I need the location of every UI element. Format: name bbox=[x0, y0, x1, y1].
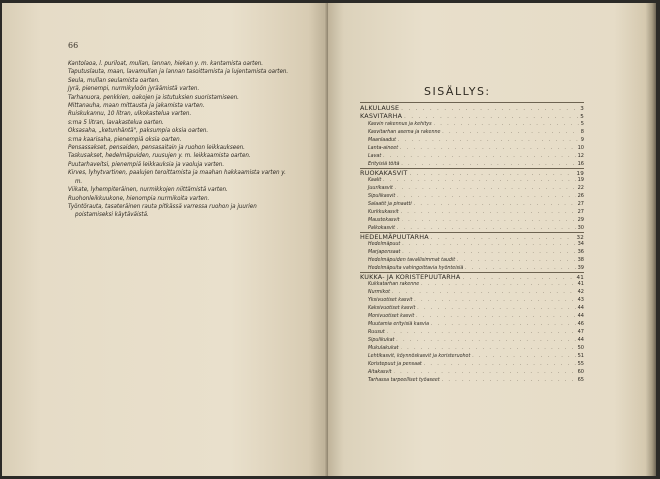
toc-leader-dots bbox=[417, 304, 575, 312]
toc-page-number: 44 bbox=[577, 337, 584, 343]
toc-leader-dots bbox=[414, 200, 576, 208]
tool-list-item: Taskusakset, hedelmäpuiden, ruusujen y. m. leikkaamista oarten. bbox=[68, 152, 251, 160]
toc-page-number: 47 bbox=[577, 329, 584, 335]
toc-leader-dots bbox=[387, 328, 576, 336]
toc-leader-dots bbox=[457, 256, 575, 264]
tool-list-item: s:ma kaarisaha, pienempiä oksia oarten. bbox=[68, 135, 182, 143]
toc-page-number: 32 bbox=[576, 235, 584, 241]
toc-page-number: 42 bbox=[577, 289, 584, 295]
toc-leader-dots bbox=[383, 176, 575, 184]
toc-page-number: 5 bbox=[580, 114, 584, 120]
toc-page-number: 46 bbox=[577, 321, 584, 327]
toc-leader-dots bbox=[442, 376, 576, 384]
tool-list-item: Ruohonleikkuukone, hienompia nurmikoita varten. bbox=[68, 194, 210, 202]
tool-list-item: Oksasaha, „ketunhäntä", paksumpia oksia oarten. bbox=[68, 127, 209, 135]
toc-entry-title: KASVITARHA bbox=[360, 112, 403, 120]
toc-leader-dots bbox=[402, 216, 576, 224]
toc-page-number: 29 bbox=[577, 217, 584, 223]
toc-entry-title: Maanlaadut bbox=[368, 137, 397, 143]
toc-section bbox=[360, 232, 584, 240]
page-edge bbox=[646, 3, 656, 476]
toc-entry bbox=[360, 352, 584, 360]
toc-entry-title: Juurikasvit bbox=[368, 185, 393, 191]
toc-entry bbox=[360, 224, 584, 232]
toc-entry bbox=[360, 184, 584, 192]
tool-list-item: Jyrä, pienempi, nurmikyloön jyräämistä varten. bbox=[68, 85, 200, 93]
toc-entry bbox=[360, 368, 584, 376]
toc-entry bbox=[360, 192, 584, 200]
toc-entry bbox=[360, 160, 584, 168]
toc-entry-title: Salaatit ja pinaatti bbox=[368, 201, 412, 207]
toc-entry bbox=[360, 312, 584, 320]
toc-entry bbox=[360, 360, 584, 368]
toc-entry bbox=[360, 144, 584, 152]
toc-entry-title: Kaalit bbox=[368, 177, 382, 183]
toc-entry bbox=[360, 320, 584, 328]
toc-entry bbox=[360, 152, 584, 160]
toc-leader-dots bbox=[392, 288, 576, 296]
tool-list bbox=[68, 60, 294, 220]
toc-entry-title: RUOKAKASVIT bbox=[360, 169, 408, 177]
toc-entry-title: Monivuotiset kasvit bbox=[368, 313, 415, 319]
toc-entry-title: Ruusut bbox=[368, 329, 385, 335]
toc-entry-title: Aitakasvit bbox=[368, 369, 392, 375]
toc-page-number: 16 bbox=[577, 161, 584, 167]
toc-page-number: 38 bbox=[577, 257, 584, 263]
toc-page-number: 65 bbox=[577, 377, 584, 383]
toc-leader-dots bbox=[401, 344, 576, 352]
toc-entry-title: Kurkkukasvit bbox=[368, 209, 399, 215]
toc-page-number: 44 bbox=[577, 305, 584, 311]
toc-entry-title: Muutamia erityisiä kasvia bbox=[368, 321, 430, 327]
toc-entry bbox=[360, 240, 584, 248]
toc-entry-title: Tarhassa tarpeelliset työaseet bbox=[368, 377, 440, 383]
toc-entry-title: Kukkatarhan rakenne bbox=[368, 281, 420, 287]
toc-page-number: 9 bbox=[580, 137, 584, 143]
toc-section bbox=[360, 272, 584, 280]
toc-entry-title: Koristepuut ja pensaat bbox=[368, 361, 422, 367]
toc-entry bbox=[360, 280, 584, 288]
book-spread bbox=[2, 3, 656, 476]
toc-page-number: 36 bbox=[577, 249, 584, 255]
tool-list-item: Puutarhaveitsi, pienempiä leikkauksia ja vaoluja varten. bbox=[68, 160, 225, 168]
toc-entry bbox=[360, 376, 584, 384]
toc-entry-title: Maustekasvit bbox=[368, 217, 400, 223]
toc-entry bbox=[360, 344, 584, 352]
tool-list-item: Ruiskukannu, 10 litran, ulkokastelua varten. bbox=[68, 110, 192, 118]
toc-entry-title: Hedelmäpuita vahingoittavia hyönteisiä bbox=[368, 265, 464, 271]
toc-section bbox=[360, 104, 584, 112]
toc-leader-dots bbox=[395, 184, 576, 192]
toc-entry bbox=[360, 328, 584, 336]
page-number: 66 bbox=[68, 41, 79, 50]
toc-title: SISÄLLYS: bbox=[424, 85, 491, 98]
toc-leader-dots bbox=[442, 128, 578, 136]
toc-leader-dots bbox=[465, 264, 575, 272]
tool-list-item: Pensassakset, pensaiden, pensasaitain ja ruohon leikkaukseen. bbox=[68, 144, 245, 152]
table-of-contents bbox=[360, 104, 584, 384]
toc-page-number: 39 bbox=[577, 265, 584, 271]
toc-page-number: 8 bbox=[580, 129, 584, 135]
toc-page-number: 60 bbox=[577, 369, 584, 375]
toc-leader-dots bbox=[397, 192, 575, 200]
toc-page-number: 44 bbox=[577, 313, 584, 319]
toc-leader-dots bbox=[398, 136, 579, 144]
toc-leader-dots bbox=[394, 368, 576, 376]
toc-entry-title: Nurmikot bbox=[368, 289, 391, 295]
toc-leader-dots bbox=[401, 208, 576, 216]
toc-entry bbox=[360, 128, 584, 136]
toc-entry-title: KUKKA- JA KORISTEPUUTARHA bbox=[360, 273, 461, 281]
toc-entry bbox=[360, 136, 584, 144]
tool-list-item: Taputuslauta, maan, lavamullan ja lannan tasoittamista ja lujentamista oarten. bbox=[68, 68, 289, 76]
toc-page-number: 27 bbox=[577, 209, 584, 215]
toc-entry bbox=[360, 264, 584, 272]
toc-entry-title: Hedelmäpuiden tavallisimmat taudit bbox=[368, 257, 456, 263]
tool-list-item: Kantolaoa, l. puriloat, mullan, lannan, hiekan y. m. kantamista oarten. bbox=[68, 60, 264, 67]
toc-page-number: 43 bbox=[577, 297, 584, 303]
tool-list-item: Viikate, lyhempiteräinen, nurmikkojen niittämistä varten. bbox=[68, 186, 228, 194]
toc-leader-dots bbox=[421, 280, 575, 288]
left-page bbox=[2, 3, 328, 476]
toc-page-number: 10 bbox=[577, 145, 584, 151]
toc-entry-title: Lanta-aineet bbox=[368, 145, 399, 151]
tool-list-item: s:ma 5 litran, lavakastelua oarten. bbox=[68, 118, 164, 126]
toc-entry bbox=[360, 304, 584, 312]
toc-leader-dots bbox=[400, 144, 575, 152]
toc-entry bbox=[360, 296, 584, 304]
toc-page-number: 27 bbox=[577, 201, 584, 207]
tool-list-item: Kirves, lyhytvartinen, paalujen teroittamista ja maahan hakkaamista varten y. m. bbox=[68, 169, 286, 185]
toc-entry-title: Kasvin rakennus ja kehitys bbox=[368, 121, 432, 127]
toc-leader-dots bbox=[434, 120, 579, 128]
toc-entry-title: Lehtikasvit, köynnöskasvit ja koristeruohot bbox=[368, 353, 471, 359]
toc-page-number: 19 bbox=[577, 177, 584, 183]
toc-entry bbox=[360, 208, 584, 216]
toc-entry-title: Sipulikasvit bbox=[368, 193, 396, 199]
tool-list-item: Mittanauha, maan mittausta ja jakamista varten. bbox=[68, 102, 205, 110]
toc-leader-dots bbox=[401, 160, 575, 168]
toc-entry bbox=[360, 216, 584, 224]
toc-entry-title: Kaksivuotiset kasvit bbox=[368, 305, 416, 311]
tool-list-item: Työntörauta, tasateräinen rauta pitkässä varressa ruohon ja juurien poistamiseksi käytäväistä. bbox=[68, 202, 257, 219]
toc-leader-dots bbox=[416, 312, 575, 320]
toc-leader-dots bbox=[431, 320, 576, 328]
tool-list-item: Seula, mullan seulamista oarten. bbox=[68, 76, 160, 84]
toc-page-number: 12 bbox=[577, 153, 584, 159]
toc-entry-title: Kasvitarhan asema ja rakenne bbox=[368, 129, 441, 135]
toc-page-number: 55 bbox=[577, 361, 584, 367]
toc-leader-dots bbox=[383, 152, 575, 160]
toc-page-number: 19 bbox=[576, 171, 584, 177]
toc-page-number: 26 bbox=[577, 193, 584, 199]
toc-leader-dots bbox=[401, 105, 578, 113]
toc-entry bbox=[360, 288, 584, 296]
toc-top-rule bbox=[360, 102, 584, 103]
toc-page-number: 22 bbox=[577, 185, 584, 191]
toc-entry bbox=[360, 200, 584, 208]
toc-entry-title: Mukulakukat bbox=[368, 345, 399, 351]
toc-entry-title: Sipulikukat bbox=[368, 337, 395, 343]
toc-entry bbox=[360, 248, 584, 256]
toc-leader-dots bbox=[402, 248, 575, 256]
toc-entry bbox=[360, 336, 584, 344]
toc-entry-title: Marjapensaat bbox=[368, 249, 401, 255]
toc-leader-dots bbox=[424, 360, 576, 368]
tool-list-item: Tarhanuora, penkkien, oakojen ja istutuksien suoristamiseen. bbox=[68, 93, 239, 101]
toc-page-number: 41 bbox=[576, 275, 584, 281]
toc-entry-title: Palkokasvit bbox=[368, 225, 395, 231]
toc-entry-title: HEDELMÄPUUTARHA bbox=[360, 233, 429, 241]
toc-page-number: 41 bbox=[577, 281, 584, 287]
toc-section bbox=[360, 112, 584, 120]
toc-entry-title: ALKULAUSE bbox=[360, 104, 400, 112]
toc-leader-dots bbox=[397, 224, 576, 232]
toc-entry bbox=[360, 256, 584, 264]
toc-section bbox=[360, 168, 584, 176]
toc-page-number: 50 bbox=[577, 345, 584, 351]
toc-page-number: 5 bbox=[580, 121, 584, 127]
toc-leader-dots bbox=[414, 296, 575, 304]
toc-leader-dots bbox=[472, 352, 575, 360]
toc-entry-title: Lavat bbox=[368, 153, 382, 159]
toc-entry-title: Hedelmäpuut bbox=[368, 241, 401, 247]
toc-entry bbox=[360, 176, 584, 184]
toc-page-number: 51 bbox=[577, 353, 584, 359]
toc-entry-title: Erityisiä töitä bbox=[368, 161, 400, 167]
toc-entry bbox=[360, 120, 584, 128]
toc-leader-dots bbox=[402, 240, 575, 248]
toc-page-number: 34 bbox=[577, 241, 584, 247]
toc-page-number: 30 bbox=[577, 225, 584, 231]
toc-page-number: 3 bbox=[580, 106, 584, 112]
toc-leader-dots bbox=[396, 336, 575, 344]
toc-entry-title: Yksivuotiset kasvit bbox=[368, 297, 413, 303]
